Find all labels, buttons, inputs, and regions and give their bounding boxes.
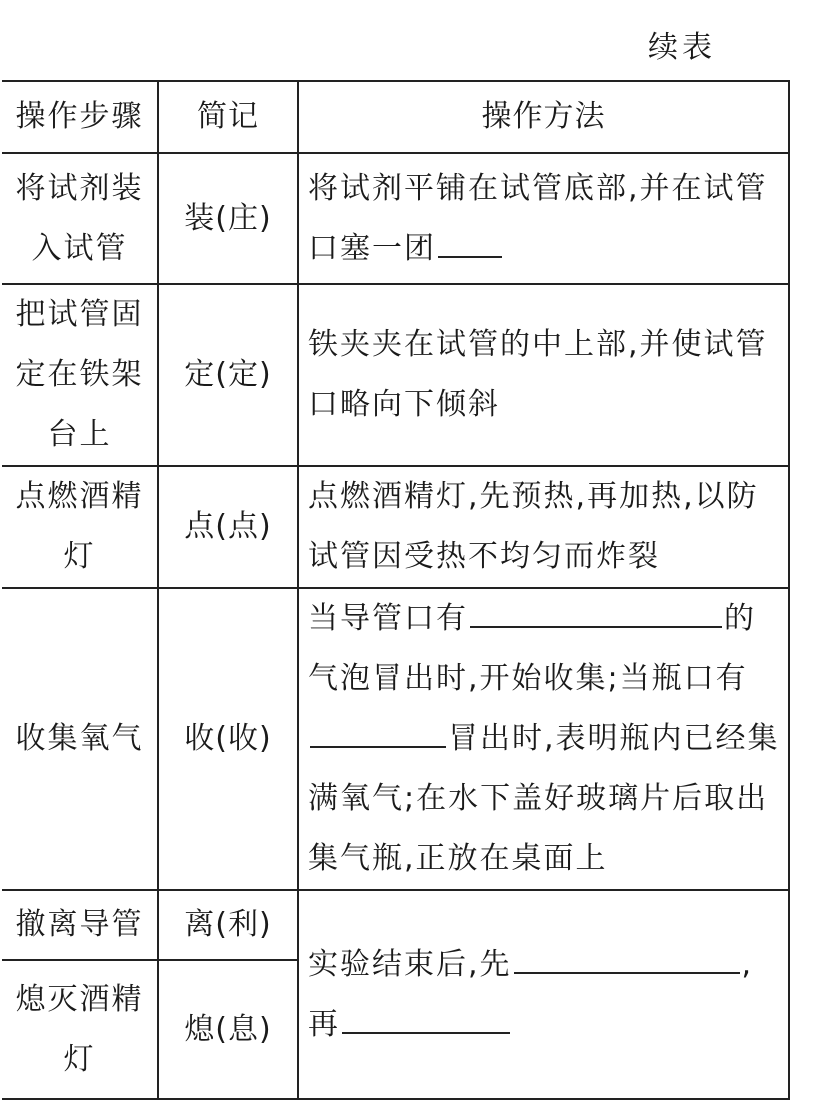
method-text: 的气泡冒出时,开始收集;当瓶口有	[308, 601, 756, 696]
method-cell: 点燃酒精灯,先预热,再加热,以防试管因受热不均匀而炸裂	[298, 466, 789, 588]
answer-blank[interactable]	[514, 942, 740, 974]
method-cell: 铁夹夹在试管的中上部,并使试管口略向下倾斜	[298, 284, 789, 466]
method-text: ,	[741, 946, 754, 982]
method-text: 冒出时,表明瓶内已经集满氧气;在水下盖好玻璃片后取出集气瓶,正放在桌面上	[308, 721, 780, 876]
table-row	[2, 153, 789, 284]
answer-blank[interactable]	[310, 716, 446, 748]
step-cell: 收集氧气	[2, 588, 158, 890]
method-text: 将试剂平铺在试管底部,并在试管口塞一团	[308, 170, 768, 266]
abbr-cell: 点(点)	[158, 466, 298, 588]
abbr-cell: 定(定)	[158, 284, 298, 466]
abbr-cell: 离(利)	[158, 890, 298, 960]
answer-blank[interactable]	[438, 226, 502, 258]
step-cell: 熄灭酒精灯	[2, 960, 158, 1099]
step-cell: 将试剂装入试管	[2, 153, 158, 284]
step-cell: 点燃酒精灯	[2, 466, 158, 588]
abbr-cell: 装(庄)	[158, 153, 298, 284]
answer-blank[interactable]	[470, 596, 722, 628]
header-step: 操作步骤	[2, 81, 158, 153]
table-row	[2, 588, 789, 890]
step-cell: 撤离导管	[2, 890, 158, 960]
abbr-cell: 熄(息)	[158, 960, 298, 1099]
method-cell	[298, 890, 789, 1099]
operation-table	[2, 80, 790, 1100]
header-abbr: 简记	[158, 81, 298, 153]
method-text: 实验结束后,先	[308, 946, 512, 982]
header-method: 操作方法	[298, 81, 789, 153]
answer-blank[interactable]	[342, 1002, 510, 1034]
method-cell	[298, 588, 789, 890]
table-row	[2, 284, 789, 466]
table-header-row	[2, 81, 789, 153]
table-row	[2, 890, 789, 960]
abbr-cell: 收(收)	[158, 588, 298, 890]
method-text: 再	[308, 1006, 340, 1042]
continued-label: 续表	[648, 30, 716, 65]
method-text: 当导管口有	[308, 601, 468, 636]
method-cell	[298, 153, 789, 284]
step-cell: 把试管固定在铁架台上	[2, 284, 158, 466]
table-row	[2, 466, 789, 588]
